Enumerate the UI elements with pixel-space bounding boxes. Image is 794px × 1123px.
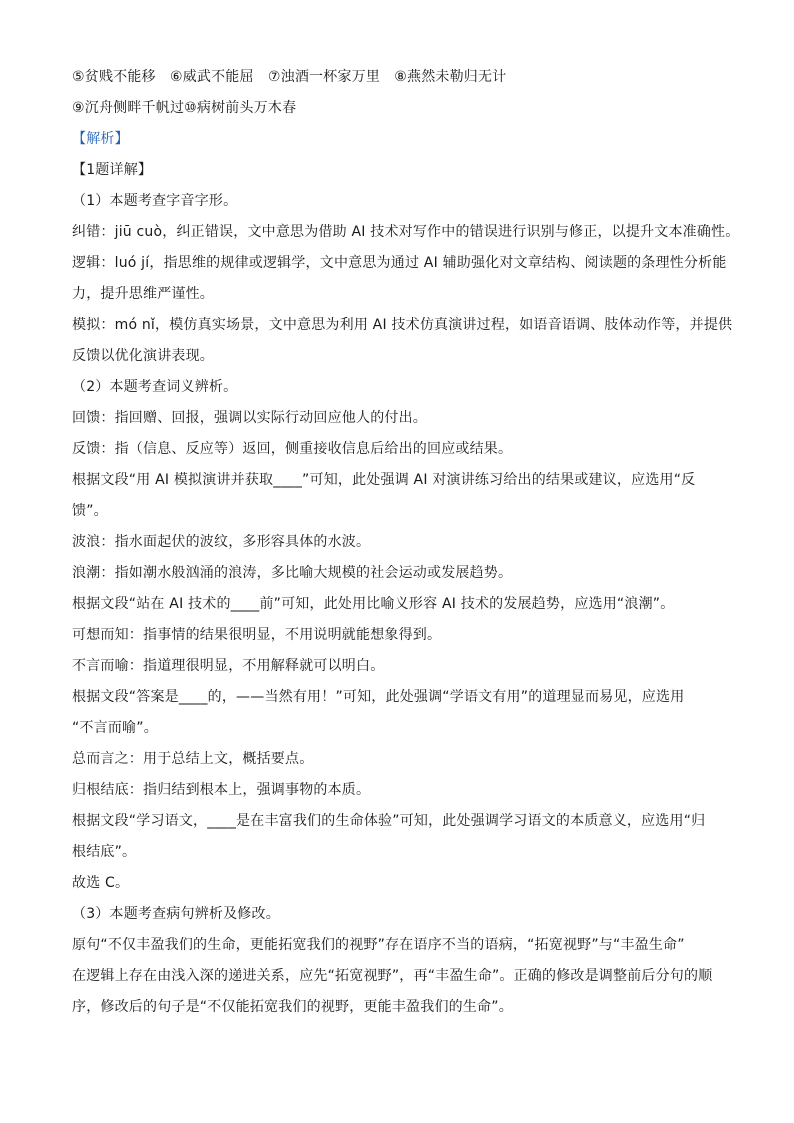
paragraph-line: 根据文段“用 AI 模拟演讲并获取____”可知，此处强调 AI 对演讲练习给出的结果或建议，应选用“反 [72,472,696,488]
paragraph-line: 根据文段“答案是____的，——当然有用！”可知，此处强调“学语文有用”的道理显而易见，应选用 [72,689,685,705]
analysis-heading: 【解析】 [72,131,129,147]
paragraph-line: （2）本题考查词义辨析。 [72,379,238,395]
paragraph-line: 纠错：jiū cuò，纠正错误，文中意思为借助 AI 技术对写作中的错误进行识别与修正，以提升文本准确性。 [72,224,740,240]
paragraph-line: 根据文段“学习语文，____是在丰富我们的生命体验”可知，此处强调学习语文的本质意义，应选用“归 [72,813,706,829]
paragraph-line: 故选 C。 [72,875,130,891]
paragraph-line: 模拟：mó nǐ，模仿真实场景，文中意思为利用 AI 技术仿真演讲过程，如语音语调、肢体动作等，并提供 [72,317,733,333]
paragraph-line: 根结底”。 [72,844,137,860]
paragraph-line: 归根结底：指归结到根本上，强调事物的本质。 [72,782,371,798]
paragraph-line: 不言而喻：指道理很明显，不用解释就可以明白。 [72,658,385,674]
paragraph-line: 可想而知：指事情的结果很明显，不用说明就能想象得到。 [72,627,442,643]
paragraph-line: 浪潮：指如潮水般汹涌的浪涛，多比喻大规模的社会运动或发展趋势。 [72,565,513,581]
paragraph-line: 序，修改后的句子是“不仅能拓宽我们的视野，更能丰盈我们的生命”。 [72,999,513,1015]
paragraph-line: 反馈：指（信息、反应等）返回，侧重接收信息后给出的回应或结果。 [72,441,513,457]
paragraph-line: 原句“不仅丰盈我们的生命，更能拓宽我们的视野”存在语序不当的语病，“拓宽视野”与“丰盈生命” [72,937,685,953]
answer-line-1: ⑤贫贱不能移 ⑥威武不能屈 ⑦浊酒一杯家万里 ⑧燕然未勒归无计 [72,69,507,85]
paragraph-line: 总而言之：用于总结上文，概括要点。 [72,751,314,767]
paragraph-line: （1）本题考查字音字形。 [72,193,238,209]
paragraph-line: 在逻辑上存在由浅入深的递进关系，应先“拓宽视野”，再“丰盈生命”。正确的修改是调整前后分句的顺 [72,968,713,984]
detail-heading: 【1题详解】 [72,162,153,178]
paragraph-line: 波浪：指水面起伏的波纹，多形容具体的水波。 [72,534,371,550]
document-page [72,62,740,1023]
paragraph-line: 根据文段“站在 AI 技术的____前”可知，此处用比喻义形容 AI 技术的发展趋势，应选用“浪潮”。 [72,596,675,612]
paragraph-line: 力，提升思维严谨性。 [72,286,214,302]
paragraph-line: 逻辑：luó jí，指思维的规律或逻辑学，文中意思为通过 AI 辅助强化对文章结构、阅读题的条理性分析能 [72,255,727,271]
paragraph-line: 回馈：指回赠、回报，强调以实际行动回应他人的付出。 [72,410,427,426]
answer-line-2: ⑨沉舟侧畔千帆过⑩病树前头万木春 [72,100,297,116]
paragraph-line: （3）本题考查病句辨析及修改。 [72,906,280,922]
paragraph-line: “不言而喻”。 [72,720,158,736]
paragraph-line: 反馈以优化演讲表现。 [72,348,214,364]
paragraph-line: 馈”。 [72,503,108,519]
analysis-body [72,186,740,1023]
